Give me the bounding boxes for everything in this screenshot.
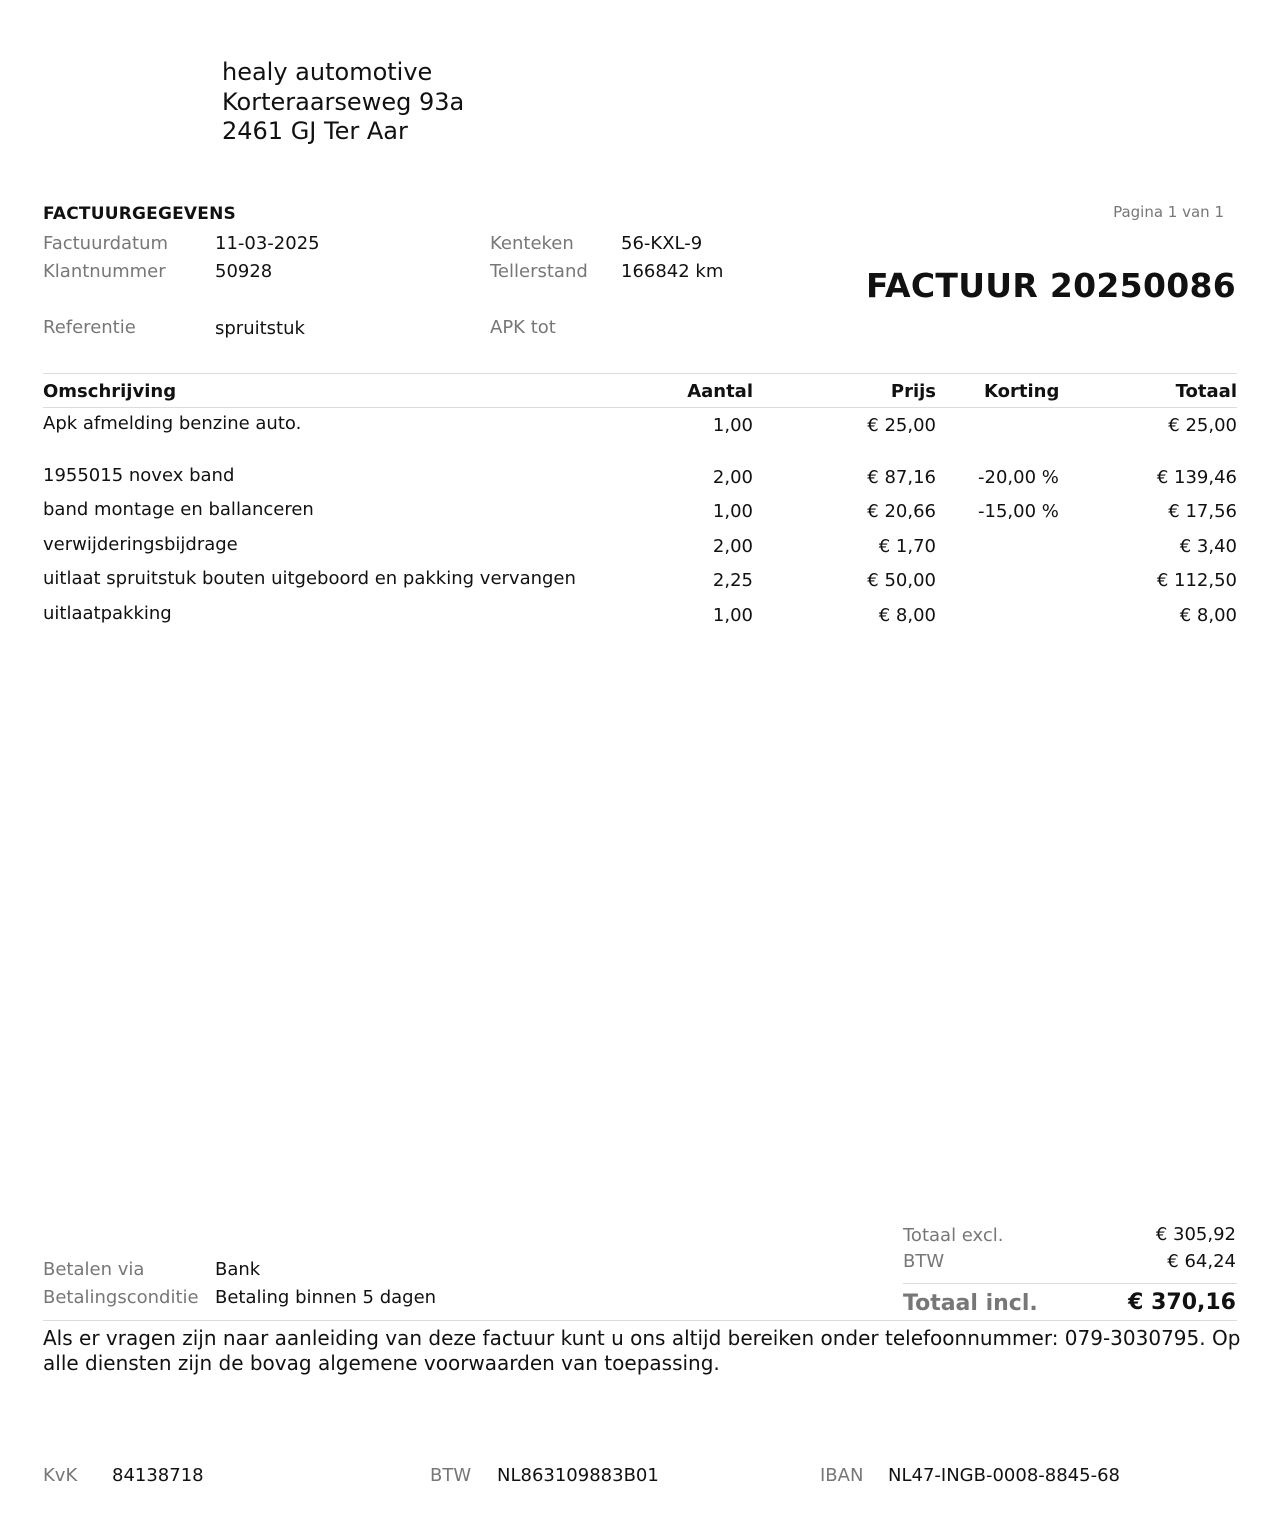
footer-note: Als er vragen zijn naar aanleiding van deze factuur kunt u ons altijd bereiken onder telefoonnummer: 079-3030795. Op alle diensten zijn de bovag algemene voorwaarden van toepassing. — [43, 1326, 1241, 1375]
cell-aantal: 2,00 — [712, 467, 753, 488]
company-street: Korteraarseweg 93a — [222, 88, 465, 116]
tellerstand-value: 166842 km — [621, 261, 724, 282]
cell-aantal: 2,25 — [712, 570, 753, 591]
cell-korting: -20,00 % — [978, 467, 1059, 488]
betalingsconditie-value: Betaling binnen 5 dagen — [215, 1287, 437, 1308]
betalen-via-value: Bank — [215, 1259, 261, 1280]
cell-aantal: 1,00 — [712, 605, 753, 626]
cell-aantal: 1,00 — [712, 415, 753, 436]
btw-total-label: BTW — [903, 1251, 945, 1272]
cell-omschrijving: Apk afmelding benzine auto. — [43, 413, 302, 434]
header-totaal: Totaal — [1175, 381, 1237, 402]
header-prijs: Prijs — [890, 381, 936, 402]
company-city: 2461 GJ Ter Aar — [222, 117, 408, 145]
iban-value: NL47-INGB-0008-8845-68 — [888, 1465, 1120, 1486]
page-info: Pagina 1 van 1 — [1113, 203, 1224, 221]
table-row — [0, 603, 1280, 633]
btw-number-label: BTW — [430, 1465, 472, 1486]
cell-aantal: 2,00 — [712, 536, 753, 557]
totals-divider — [903, 1283, 1237, 1284]
cell-prijs: € 1,70 — [878, 536, 936, 557]
cell-prijs: € 20,66 — [867, 501, 936, 522]
kenteken-label: Kenteken — [490, 233, 574, 254]
table-row — [0, 499, 1280, 529]
apk-label: APK tot — [490, 317, 556, 338]
factuurdatum-label: Factuurdatum — [43, 233, 169, 254]
table-top-divider — [43, 373, 1237, 374]
cell-totaal: € 25,00 — [1168, 415, 1237, 436]
header-aantal: Aantal — [687, 381, 753, 402]
section-title: FACTUURGEGEVENS — [43, 204, 236, 224]
kvk-value: 84138718 — [112, 1465, 204, 1486]
totaal-incl-value: € 370,16 — [1128, 1290, 1236, 1315]
table-row — [0, 534, 1280, 564]
cell-omschrijving: verwijderingsbijdrage — [43, 534, 238, 555]
totaal-incl-label: Totaal incl. — [903, 1291, 1038, 1316]
tellerstand-label: Tellerstand — [490, 261, 588, 282]
cell-prijs: € 50,00 — [867, 570, 936, 591]
kenteken-value: 56-KXL-9 — [621, 233, 703, 254]
cell-prijs: € 8,00 — [878, 605, 936, 626]
table-row — [0, 413, 1280, 443]
cell-prijs: € 25,00 — [867, 415, 936, 436]
referentie-value: spruitstuk — [215, 318, 305, 339]
cell-totaal: € 139,46 — [1156, 467, 1237, 488]
cell-totaal: € 3,40 — [1179, 536, 1237, 557]
table-row — [0, 568, 1280, 598]
header-korting: Korting — [984, 381, 1060, 402]
klantnummer-value: 50928 — [215, 261, 273, 282]
cell-omschrijving: 1955015 novex band — [43, 465, 235, 486]
cell-totaal: € 112,50 — [1156, 570, 1237, 591]
btw-total-value: € 64,24 — [1167, 1251, 1236, 1272]
footer-divider — [43, 1320, 1237, 1321]
betalen-via-label: Betalen via — [43, 1259, 145, 1280]
totaal-excl-value: € 305,92 — [1155, 1224, 1236, 1245]
referentie-label: Referentie — [43, 317, 136, 338]
klantnummer-label: Klantnummer — [43, 261, 166, 282]
table-row — [0, 465, 1280, 495]
cell-prijs: € 87,16 — [867, 467, 936, 488]
kvk-label: KvK — [43, 1465, 78, 1486]
factuurdatum-value: 11-03-2025 — [215, 233, 320, 254]
cell-omschrijving: uitlaat spruitstuk bouten uitgeboord en pakking vervangen — [43, 568, 576, 589]
table-header-divider — [43, 407, 1237, 408]
cell-totaal: € 17,56 — [1168, 501, 1237, 522]
iban-label: IBAN — [820, 1465, 864, 1486]
header-omschrijving: Omschrijving — [43, 381, 177, 402]
cell-korting: -15,00 % — [978, 501, 1059, 522]
totaal-excl-label: Totaal excl. — [903, 1225, 1004, 1246]
btw-number-value: NL863109883B01 — [497, 1465, 659, 1486]
cell-omschrijving: band montage en ballanceren — [43, 499, 314, 520]
cell-aantal: 1,00 — [712, 501, 753, 522]
invoice-title: FACTUUR 20250086 — [865, 266, 1236, 305]
betalingsconditie-label: Betalingsconditie — [43, 1287, 199, 1308]
cell-totaal: € 8,00 — [1179, 605, 1237, 626]
cell-omschrijving: uitlaatpakking — [43, 603, 172, 624]
company-name: healy automotive — [222, 58, 433, 86]
